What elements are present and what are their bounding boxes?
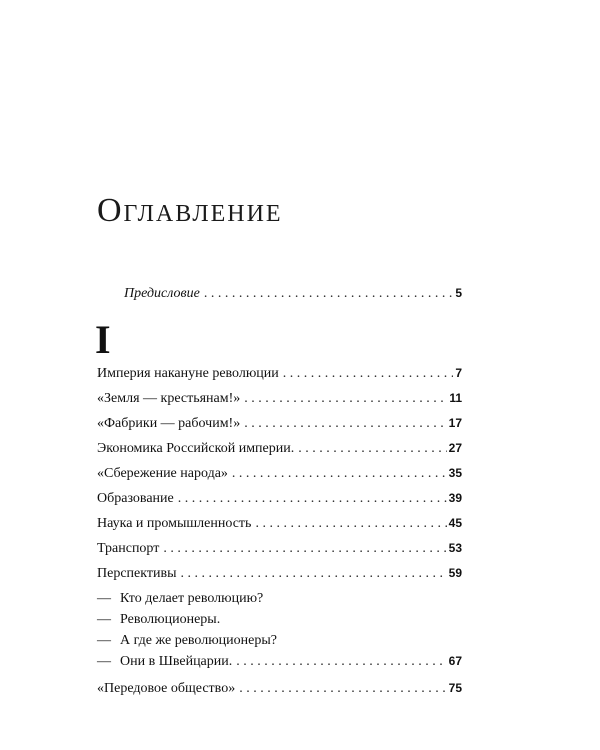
toc-page-number: 53 bbox=[448, 541, 462, 555]
toc-entry-title: Они в Швейцарии. bbox=[120, 654, 233, 669]
toc-page-number: 59 bbox=[448, 566, 462, 580]
toc-page-number: 39 bbox=[448, 491, 462, 505]
toc-entry-title: «Земля — крестьянам!» bbox=[97, 391, 241, 406]
dot-leader bbox=[244, 416, 446, 432]
toc-entry[interactable] bbox=[97, 416, 462, 441]
toc-page-number: 17 bbox=[448, 416, 462, 430]
toc-entry[interactable] bbox=[97, 466, 462, 491]
toc-entry-title: Образование bbox=[97, 491, 174, 506]
dot-leader bbox=[232, 466, 447, 482]
toc-entry[interactable] bbox=[97, 491, 462, 516]
toc-page-number: 75 bbox=[448, 681, 462, 695]
toc-subentry[interactable] bbox=[97, 633, 462, 654]
dot-leader bbox=[178, 491, 447, 507]
dot-leader bbox=[298, 441, 446, 457]
toc-page-number: 45 bbox=[448, 516, 462, 530]
toc-entry[interactable] bbox=[97, 516, 462, 541]
toc-entry-title: «Фабрики — рабочим!» bbox=[97, 416, 241, 431]
toc-entry-title: Революционеры. bbox=[120, 612, 221, 627]
toc-entry-title: Предисловие bbox=[124, 286, 200, 301]
toc-page-number: 5 bbox=[455, 286, 462, 300]
toc-entry[interactable] bbox=[97, 566, 462, 591]
dot-leader bbox=[181, 566, 447, 582]
dot-leader bbox=[204, 286, 453, 302]
subentry-dash: — bbox=[97, 591, 111, 606]
subentry-dash: — bbox=[97, 612, 111, 627]
page-title: Оглавление bbox=[97, 192, 283, 229]
toc-subentry[interactable] bbox=[97, 654, 462, 675]
toc-entry[interactable] bbox=[97, 366, 462, 391]
toc-page-number: 11 bbox=[449, 391, 462, 405]
toc-subentry[interactable] bbox=[97, 591, 462, 612]
toc-entry-title: «Передовое общество» bbox=[97, 681, 236, 696]
toc-subentry[interactable] bbox=[97, 612, 462, 633]
toc-entry[interactable] bbox=[97, 391, 462, 416]
toc-entry-title: Перспективы bbox=[97, 566, 177, 581]
subentry-dash: — bbox=[97, 633, 111, 648]
toc-entry-title: А где же революционеры? bbox=[120, 633, 277, 648]
toc-page-number: 67 bbox=[448, 654, 462, 668]
toc-page-number: 7 bbox=[455, 366, 462, 380]
toc-entry[interactable] bbox=[97, 541, 462, 566]
toc-entry-title: «Сбережение народа» bbox=[97, 466, 228, 481]
toc-entry-title: Экономика Российской империи. bbox=[97, 441, 295, 456]
dot-leader bbox=[236, 654, 446, 670]
toc-entry-title: Кто делает революцию? bbox=[120, 591, 264, 606]
subentry-dash: — bbox=[97, 654, 111, 669]
toc-entry-preface[interactable] bbox=[124, 286, 462, 302]
part-numeral: I bbox=[95, 317, 110, 362]
toc-page-number: 35 bbox=[448, 466, 462, 480]
toc-page-number: 27 bbox=[448, 441, 462, 455]
toc-entry[interactable] bbox=[97, 441, 462, 466]
dot-leader bbox=[163, 541, 446, 557]
toc-entry-title: Наука и промышленность bbox=[97, 516, 252, 531]
toc-entry[interactable] bbox=[97, 681, 462, 706]
dot-leader bbox=[283, 366, 454, 382]
toc-list bbox=[97, 366, 462, 706]
toc-entry-title: Империя накануне революции bbox=[97, 366, 279, 381]
dot-leader bbox=[239, 681, 446, 697]
toc-entry-title: Транспорт bbox=[97, 541, 160, 556]
dot-leader bbox=[244, 391, 447, 407]
dot-leader bbox=[255, 516, 446, 532]
